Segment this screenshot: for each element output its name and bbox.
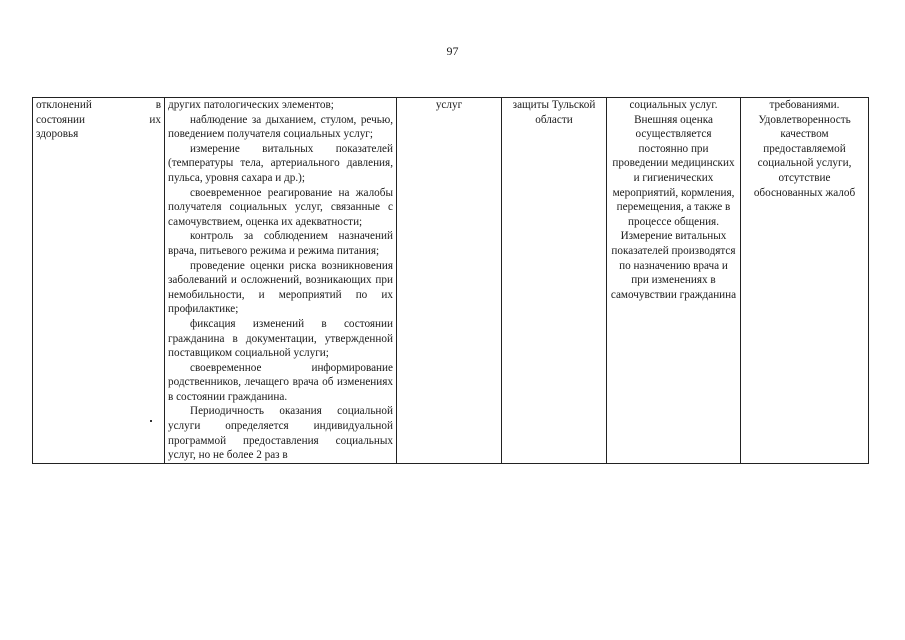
cell-word: состоянии	[36, 113, 86, 126]
cell-word: в	[155, 99, 161, 111]
cell-word: их	[149, 113, 161, 126]
table-row	[33, 98, 869, 464]
cell-service-purpose	[33, 98, 165, 464]
description-paragraph: других патологических элементов;	[168, 99, 334, 111]
description-paragraph: наблюдение за дыханием, стулом, речью, поведением получателя социальных услуг;	[168, 113, 393, 141]
cell-service-quality: требованиями. Удовлетворенность качеством предоставляемой социальной услуги, отсутствие обоснованных жалоб	[741, 98, 869, 464]
cell-service-tariff: защиты Тульской области	[502, 98, 607, 464]
description-paragraph: проведение оценки риска возникновения заболеваний и осложнений, возникающих при немобильности, и мероприятий по их профилактике;	[168, 259, 393, 316]
cell-service-term: услуг	[397, 98, 502, 464]
description-paragraph: Периодичность оказания социальной услуги определяется индивидуальной программой предоставления социальных услуг, но не более 2 раз в	[168, 405, 393, 462]
cell-service-description	[165, 98, 397, 464]
cell-service-conditions: социальных услуг. Внешняя оценка осуществляется постоянно при проведении медицинских и гигиенических мероприятий, кормления, перемещения, а также в процессе общения. Измерение витальных показателей производятся по назначению врача и при изменениях в самочувствии гражданина	[607, 98, 741, 464]
cell-word: отклонений	[36, 99, 92, 111]
description-paragraph: фиксация изменений в состоянии гражданина в документации, утвержденной поставщиком социальной услуги;	[168, 317, 393, 360]
description-paragraph: контроль за соблюдением назначений врача, питьевого режима и режима питания;	[168, 230, 393, 257]
description-paragraph: своевременное реагирование на жалобы получателя социальных услуг, связанные с самочувствием, оценка их адекватности;	[168, 186, 393, 228]
cell-word: здоровья	[36, 128, 79, 141]
cell-line	[36, 113, 161, 128]
description-paragraph: своевременное информирование родственников, лечащего врача об изменениях в состоянии гражданина.	[168, 361, 393, 403]
cell-line	[36, 127, 161, 142]
scan-speck	[150, 420, 152, 422]
page-number: 97	[446, 44, 459, 58]
cell-line	[36, 98, 161, 113]
services-table	[32, 97, 869, 464]
description-paragraph: измерение витальных показателей (температуры тела, артериального давления, пульса, уровня сахара и др.);	[168, 142, 393, 184]
